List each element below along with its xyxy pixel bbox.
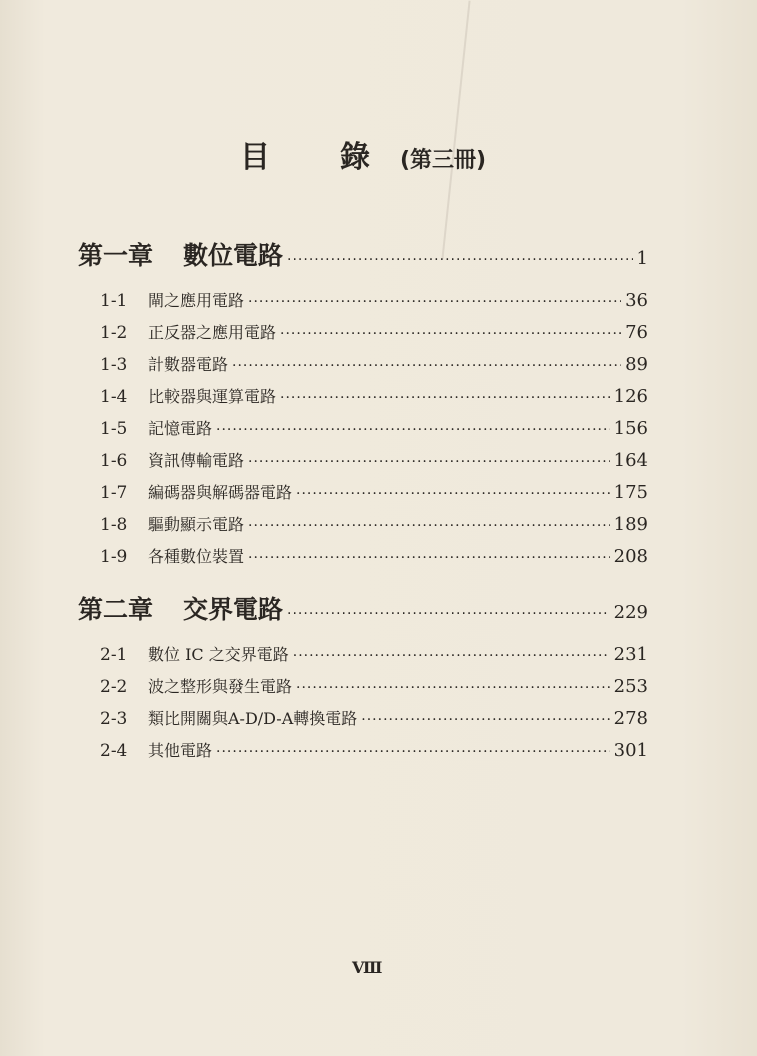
section-title: 其他電路 [148,741,213,760]
dot-leader [216,422,610,438]
chapter-entry [78,236,648,272]
section-page: 278 [613,708,648,729]
section-number: 1-4 [100,387,128,407]
section-page: 36 [625,290,648,311]
section-title: 資訊傳輸電路 [148,451,245,470]
section-number: 1-1 [100,291,128,311]
section-entry [100,480,648,503]
chapter-entry [78,590,648,626]
section-title: 驅動顯示電路 [148,515,245,534]
section-page: 208 [613,546,648,567]
chapter-title: 數位電路 [183,241,284,270]
dot-leader [248,454,610,470]
page-title [240,132,486,176]
section-entry [100,544,648,567]
dot-leader [361,712,609,728]
section-entry [100,416,648,439]
section-page: 301 [613,740,648,761]
section-number: 2-1 [100,645,128,665]
section-page: 175 [613,482,648,503]
section-title: 編碼器與解碼器電路 [148,483,293,502]
chapter-number: 第二章 [78,595,154,624]
section-number: 1-3 [100,355,128,375]
section-page: 253 [613,676,648,697]
section-entry [100,738,648,761]
section-entry [100,352,648,375]
dot-leader [287,252,633,268]
section-entry [100,642,648,665]
section-page: 89 [625,354,648,375]
chapter-number: 第一章 [78,241,154,270]
section-entry [100,706,648,729]
section-number: 2-4 [100,741,128,761]
dot-leader [248,550,610,566]
dot-leader [280,390,610,406]
section-title: 波之整形與發生電路 [148,677,293,696]
section-title: 比較器與運算電路 [148,387,277,406]
section-title: 計數器電路 [148,355,229,374]
section-entry [100,288,648,311]
section-number: 1-8 [100,515,128,535]
section-number: 1-7 [100,483,128,503]
section-number: 1-6 [100,451,128,471]
section-title: 記憶電路 [148,419,213,438]
section-number: 1-9 [100,547,128,567]
dot-leader [296,486,610,502]
section-entry [100,448,648,471]
dot-leader [293,648,610,664]
section-title: 各種數位裝置 [148,547,245,566]
title-char-2: 錄 [340,140,370,175]
section-title: 數位 IC 之交界電路 [148,645,289,664]
section-page: 231 [613,644,648,665]
section-page: 156 [613,418,648,439]
chapter-page: 1 [636,248,648,269]
chapter-page: 229 [613,602,648,623]
volume-label: (第三冊) [400,148,487,173]
dot-leader [248,294,621,310]
section-number: 2-2 [100,677,128,697]
chapter-title: 交界電路 [183,595,284,624]
dot-leader [216,744,610,760]
section-number: 1-5 [100,419,128,439]
section-title: 閘之應用電路 [148,291,245,310]
section-page: 126 [613,386,648,407]
section-page: 76 [625,322,648,343]
section-page: 164 [613,450,648,471]
page-number: Ⅷ [352,958,383,977]
section-entry [100,512,648,535]
dot-leader [232,358,621,374]
section-title: 類比開關與A-D/D-A轉換電路 [148,709,358,728]
section-entry [100,320,648,343]
section-number: 2-3 [100,709,128,729]
section-title: 正反器之應用電路 [148,323,277,342]
dot-leader [287,606,610,622]
dot-leader [296,680,610,696]
section-page: 189 [613,514,648,535]
dot-leader [248,518,610,534]
section-entry [100,674,648,697]
section-entry [100,384,648,407]
dot-leader [280,326,621,342]
section-number: 1-2 [100,323,128,343]
title-char-1: 目 [240,140,270,175]
